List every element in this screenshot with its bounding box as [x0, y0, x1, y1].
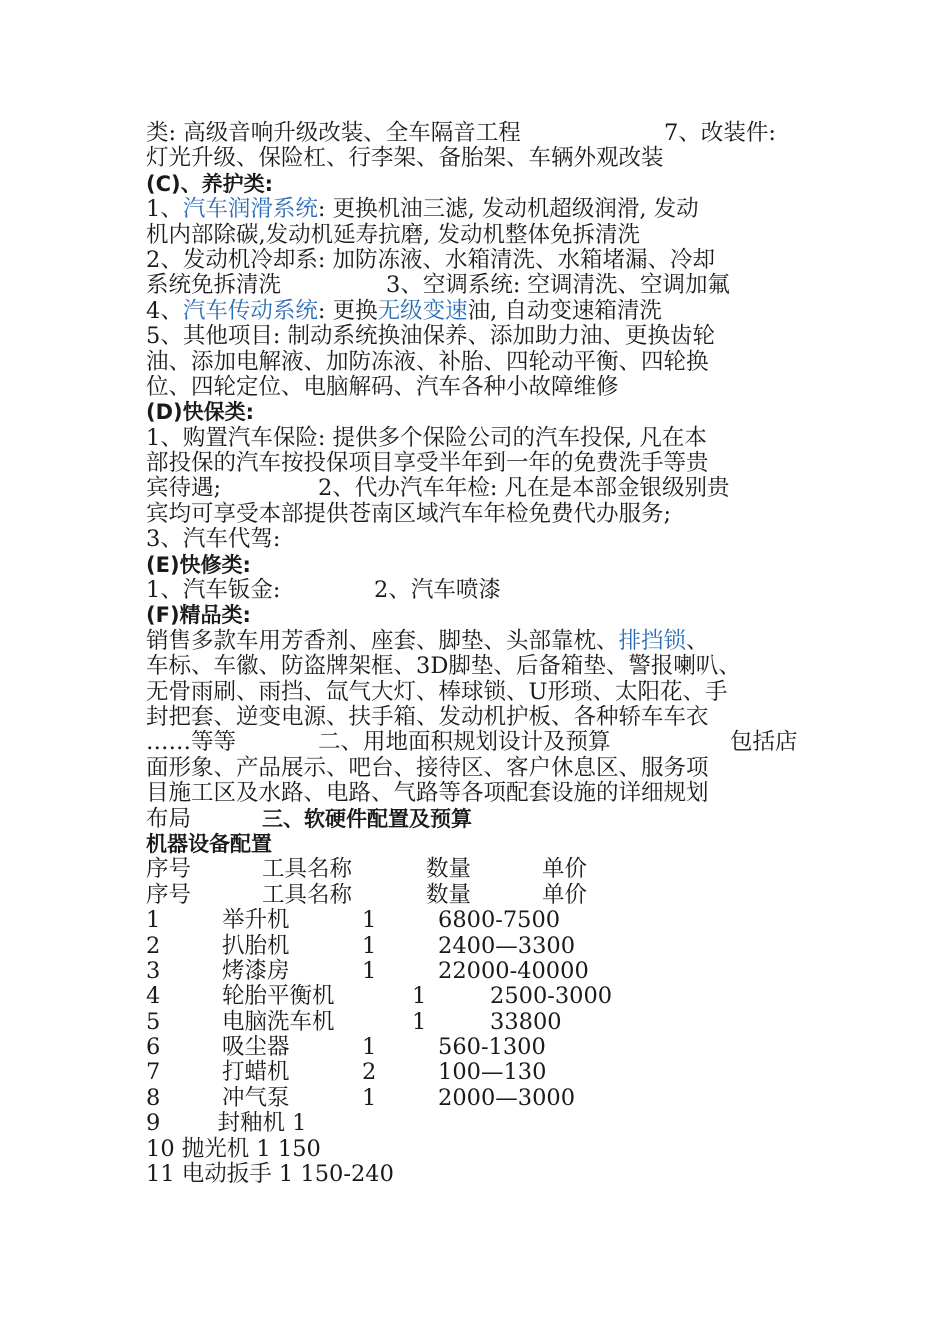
text-line: 3、汽车代驾:	[146, 526, 281, 553]
section-heading-equipment: 机器设备配置	[146, 831, 272, 856]
table-row: 8 冲气泵 1 2000—3000	[146, 1084, 576, 1111]
column-header-name: 工具名称	[262, 881, 353, 908]
text-line: 类: 高级音响升级改装、全车隔音工程	[146, 120, 521, 146]
text-line: 部投保的汽车按投保项目享受半年到一年的免费洗手等贵	[146, 450, 709, 477]
column-header-qty: 数量	[426, 856, 472, 883]
text-line	[146, 121, 811, 146]
section-heading-software-hardware: 三、软硬件配置及预算	[262, 806, 472, 831]
column-header-no: 序号	[146, 856, 192, 883]
document-page	[146, 121, 811, 1187]
text-line: 2、发动机冷却系: 加防冻液、水箱清洗、水箱堵漏、冷却	[146, 246, 716, 273]
text-line: 封把套、逆变电源、扶手箱、发动机护板、各种轿车车衣	[146, 703, 709, 730]
section-heading-e: (E)快修类:	[146, 552, 251, 577]
link-gear-lock[interactable]: 排挡锁	[618, 627, 687, 654]
text-line: 布局 三、软硬件配置及预算	[146, 805, 472, 832]
text-line: 1、汽车钣金: 2、汽车喷漆	[146, 577, 501, 604]
text-line: 4、汽车传动系统: 更换无级变速油, 自动变速箱清洗	[146, 297, 662, 324]
text-line: 系统免拆清洗 3、空调系统: 空调清洗、空调加氟	[146, 272, 731, 299]
table-row: 7 打蜡机 2 100—130	[146, 1059, 547, 1086]
text-line: 无骨雨刷、雨挡、氙气大灯、棒球锁、U形琐、太阳花、手	[146, 678, 728, 705]
text-line: 位、四轮定位、电脑解码、汽车各种小故障维修	[146, 373, 619, 400]
table-row: 1 举升机 1 6800-7500	[146, 907, 561, 934]
text-line: 宾均可享受本部提供苍南区域汽车年检免费代办服务;	[146, 500, 672, 527]
table-row: 9 封釉机 1	[146, 1110, 307, 1137]
table-row: 11 电动扳手 1 150-240	[146, 1161, 394, 1188]
text-line: 宾待遇; 2、代办汽车年检: 凡在是本部金银级别贵	[146, 475, 730, 502]
text-line: 灯光升级、保险杠、行李架、备胎架、车辆外观改装	[146, 145, 664, 172]
link-lubrication-system[interactable]: 汽车润滑系统	[182, 196, 318, 223]
section-heading-c: (C)、养护类:	[146, 171, 274, 196]
text-line: 1、汽车润滑系统: 更换机油三滤, 发动机超级润滑, 发动	[146, 196, 699, 223]
text-line: 面形象、产品展示、吧台、接待区、客户休息区、服务项	[146, 754, 709, 781]
column-header-price: 单价	[542, 856, 588, 883]
link-transmission-system[interactable]: 汽车传动系统	[182, 297, 318, 324]
text-line: ……等等 二、用地面积规划设计及预算 包括店	[146, 729, 798, 756]
text-line: 5、其他项目: 制动系统换油保养、添加助力油、更换齿轮	[146, 323, 716, 350]
column-header-qty: 数量	[426, 881, 472, 908]
text-line: 机内部除碳,发动机延寿抗磨, 发动机整体免拆清洗	[146, 221, 640, 248]
text-line: 目施工区及水路、电路、气路等各项配套设施的详细规划	[146, 780, 709, 807]
text-line: 1、购置汽车保险: 提供多个保险公司的汽车投保, 凡在本	[146, 424, 707, 451]
column-header-price: 单价	[542, 881, 588, 908]
text-line: 7、改装件:	[664, 120, 776, 146]
column-header-name: 工具名称	[262, 856, 353, 883]
table-row: 3 烤漆房 1 22000-40000	[146, 957, 589, 984]
table-header	[146, 857, 811, 882]
text-line: 销售多款车用芳香剂、座套、脚垫、头部靠枕、排挡锁、	[146, 627, 709, 654]
section-heading-d: (D)快保类:	[146, 400, 255, 425]
link-cvt[interactable]: 无级变速	[377, 297, 468, 324]
table-header	[146, 883, 811, 908]
table-row: 4 轮胎平衡机 1 2500-3000	[146, 983, 613, 1010]
text-line: 油、添加电解液、加防冻液、补胎、四轮动平衡、四轮换	[146, 348, 709, 375]
text-line: 车标、车徽、防盗牌架框、3D脚垫、后备箱垫、警报喇叭、	[146, 653, 741, 680]
table-row: 6 吸尘器 1 560-1300	[146, 1034, 546, 1061]
section-heading-f: (F)精品类:	[146, 603, 251, 628]
table-row: 5 电脑洗车机 1 33800	[146, 1008, 562, 1035]
column-header-no: 序号	[146, 881, 192, 908]
table-row: 2 扒胎机 1 2400—3300	[146, 932, 576, 959]
table-row: 10 抛光机 1 150	[146, 1135, 321, 1162]
